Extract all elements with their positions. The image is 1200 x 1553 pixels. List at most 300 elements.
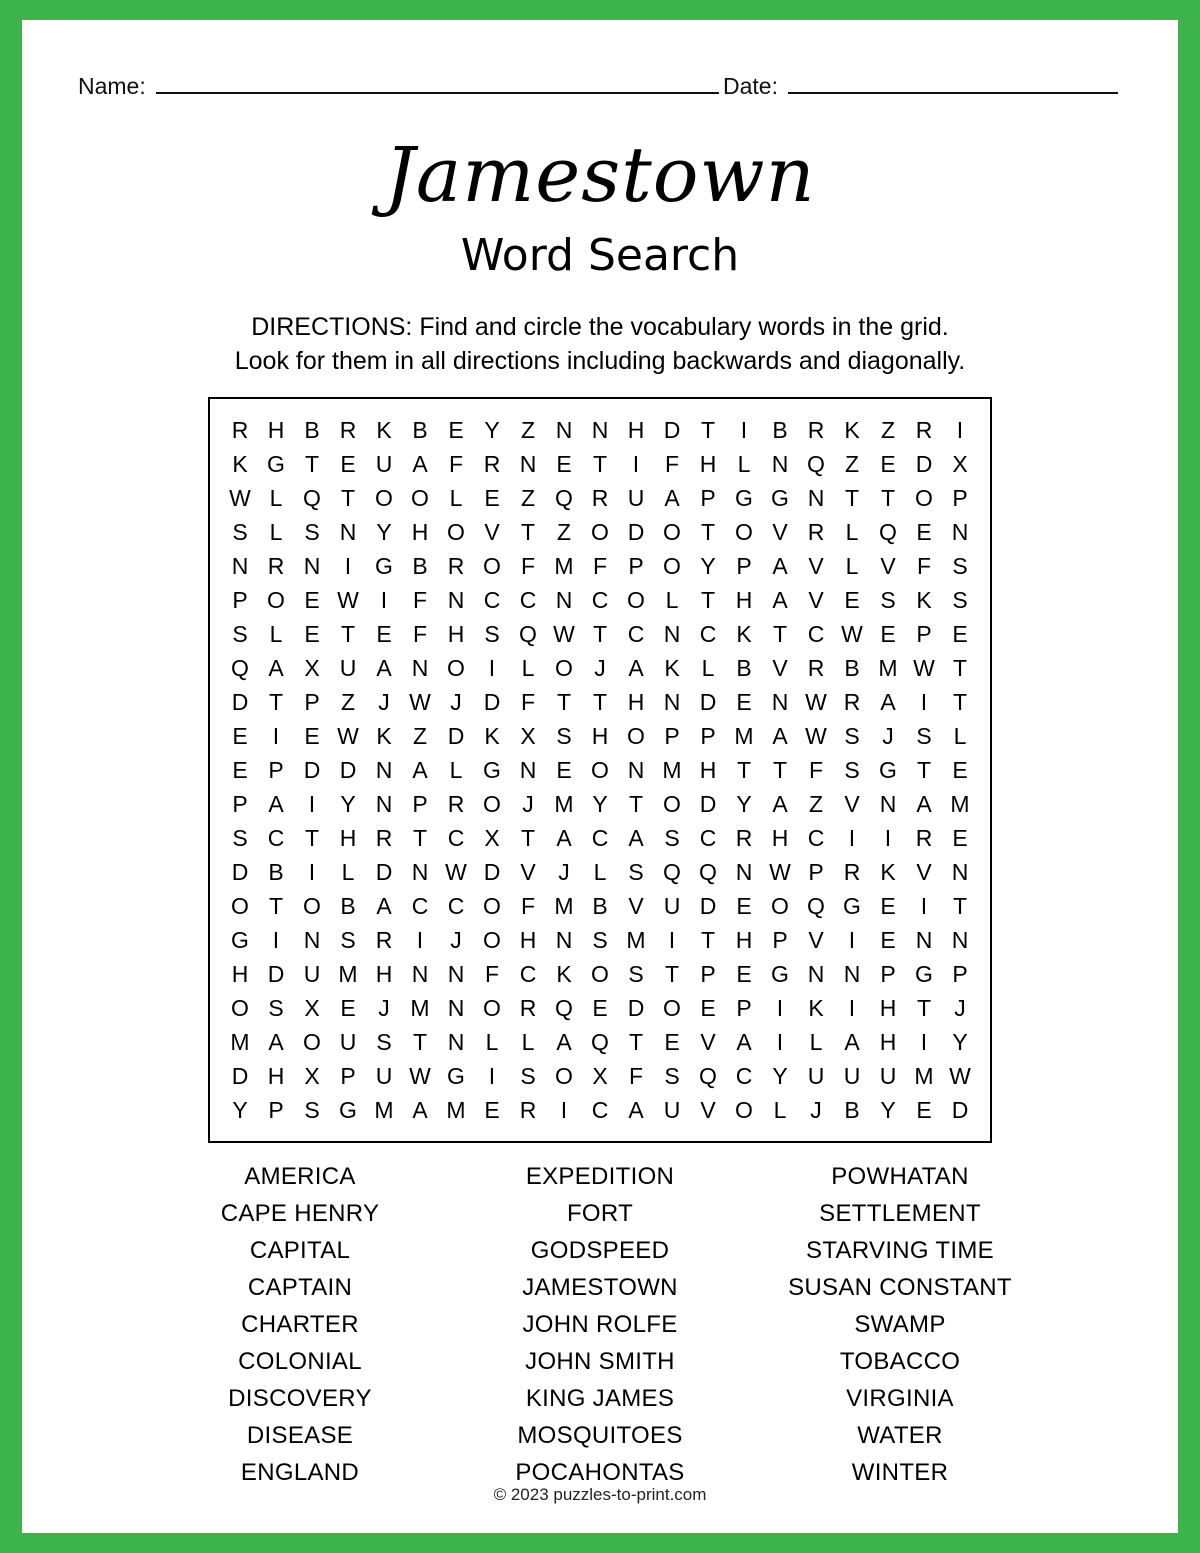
grid-cell[interactable]: H — [627, 689, 645, 715]
grid-cell[interactable]: G — [843, 893, 861, 919]
grid-cell[interactable]: E — [232, 723, 248, 749]
grid-cell[interactable]: N — [771, 451, 789, 477]
grid-cell[interactable]: V — [916, 859, 932, 885]
grid-cell[interactable]: Y — [484, 417, 500, 443]
grid-cell[interactable]: P — [700, 961, 716, 987]
grid-cell[interactable]: I — [740, 417, 748, 443]
grid-cell[interactable]: Z — [844, 451, 860, 477]
grid-cell[interactable]: L — [665, 587, 679, 613]
grid-cell[interactable]: L — [845, 519, 859, 545]
grid-cell[interactable]: Z — [520, 485, 536, 511]
grid-cell[interactable]: E — [232, 757, 248, 783]
grid-cell[interactable]: N — [375, 757, 393, 783]
grid-cell[interactable]: M — [338, 961, 358, 987]
grid-cell[interactable]: L — [269, 621, 283, 647]
grid-cell[interactable]: M — [662, 757, 682, 783]
grid-cell[interactable]: Z — [340, 689, 356, 715]
grid-cell[interactable]: P — [736, 553, 752, 579]
grid-cell[interactable]: O — [663, 995, 681, 1021]
grid-cell[interactable]: D — [339, 757, 357, 783]
grid-cell[interactable]: U — [663, 1097, 681, 1123]
grid-cell[interactable]: S — [376, 1029, 392, 1055]
grid-cell[interactable]: N — [339, 519, 357, 545]
word-list-item[interactable]: DISEASE — [246, 1422, 354, 1449]
grid-cell[interactable]: E — [484, 1097, 500, 1123]
grid-cell[interactable]: N — [555, 587, 573, 613]
grid-cell[interactable]: L — [269, 485, 283, 511]
grid-cell[interactable]: J — [954, 995, 966, 1021]
grid-cell[interactable]: N — [411, 961, 429, 987]
grid-cell[interactable]: D — [267, 961, 285, 987]
grid-cell[interactable]: G — [231, 927, 249, 953]
grid-cell[interactable]: O — [735, 1097, 753, 1123]
grid-cell[interactable]: D — [447, 723, 465, 749]
grid-cell[interactable]: H — [267, 417, 285, 443]
grid-cell[interactable]: N — [735, 859, 753, 885]
grid-cell[interactable]: O — [411, 485, 429, 511]
grid-cell[interactable]: X — [304, 1063, 320, 1089]
grid-cell[interactable]: Y — [376, 519, 392, 545]
grid-cell[interactable]: W — [553, 621, 575, 647]
grid-cell[interactable]: K — [376, 723, 392, 749]
grid-cell[interactable]: N — [951, 927, 969, 953]
grid-cell[interactable]: J — [594, 655, 606, 681]
grid-cell[interactable]: I — [884, 825, 892, 851]
grid-cell[interactable]: N — [555, 927, 573, 953]
grid-cell[interactable]: B — [340, 893, 356, 919]
grid-cell[interactable]: Z — [556, 519, 572, 545]
grid-cell[interactable]: B — [304, 417, 320, 443]
grid-cell[interactable]: A — [772, 723, 788, 749]
grid-cell[interactable]: S — [556, 723, 572, 749]
grid-cell[interactable]: O — [627, 587, 645, 613]
word-list-item[interactable]: DISCOVERY — [228, 1385, 372, 1412]
grid-cell[interactable]: M — [950, 791, 970, 817]
grid-cell[interactable]: I — [272, 927, 280, 953]
grid-cell[interactable]: C — [699, 825, 717, 851]
grid-cell[interactable]: S — [844, 757, 860, 783]
grid-cell[interactable]: I — [632, 451, 640, 477]
grid-cell[interactable]: W — [949, 1063, 971, 1089]
grid-cell[interactable]: N — [663, 689, 681, 715]
grid-cell[interactable]: A — [628, 825, 644, 851]
grid-cell[interactable]: D — [699, 893, 717, 919]
word-list-item[interactable]: CAPTAIN — [247, 1274, 353, 1301]
grid-cell[interactable]: P — [952, 961, 968, 987]
grid-cell[interactable]: P — [304, 689, 320, 715]
grid-cell[interactable]: Q — [699, 859, 717, 885]
grid-cell[interactable]: A — [736, 1029, 752, 1055]
grid-cell[interactable]: A — [268, 1029, 284, 1055]
grid-cell[interactable]: J — [558, 859, 570, 885]
grid-cell[interactable]: I — [848, 927, 856, 953]
grid-cell[interactable]: M — [410, 995, 430, 1021]
grid-cell[interactable]: J — [378, 689, 390, 715]
grid-cell[interactable]: V — [808, 553, 824, 579]
grid-cell[interactable]: S — [628, 859, 644, 885]
grid-cell[interactable]: V — [808, 587, 824, 613]
grid-cell[interactable]: Q — [807, 451, 825, 477]
grid-cell[interactable]: N — [951, 519, 969, 545]
grid-cell[interactable]: E — [880, 621, 896, 647]
grid-cell[interactable]: N — [411, 859, 429, 885]
grid-cell[interactable]: F — [628, 1063, 644, 1089]
grid-cell[interactable]: L — [521, 655, 535, 681]
grid-cell[interactable]: M — [446, 1097, 466, 1123]
grid-cell[interactable]: B — [412, 553, 428, 579]
grid-cell[interactable]: W — [841, 621, 863, 647]
grid-cell[interactable]: R — [807, 519, 825, 545]
grid-cell[interactable]: S — [304, 519, 320, 545]
grid-cell[interactable]: K — [556, 961, 572, 987]
grid-cell[interactable]: P — [880, 961, 896, 987]
grid-cell[interactable]: I — [848, 825, 856, 851]
grid-cell[interactable]: D — [483, 689, 501, 715]
grid-cell[interactable]: I — [776, 1029, 784, 1055]
grid-cell[interactable]: I — [380, 587, 388, 613]
grid-cell[interactable]: T — [700, 587, 716, 613]
grid-cell[interactable]: M — [914, 1063, 934, 1089]
grid-cell[interactable]: O — [663, 553, 681, 579]
grid-cell[interactable]: U — [843, 1063, 861, 1089]
grid-cell[interactable]: S — [340, 927, 356, 953]
grid-cell[interactable]: H — [879, 1029, 897, 1055]
grid-cell[interactable]: P — [340, 1063, 356, 1089]
grid-cell[interactable]: C — [267, 825, 285, 851]
grid-cell[interactable]: P — [232, 587, 248, 613]
grid-cell[interactable]: K — [664, 655, 680, 681]
grid-cell[interactable]: R — [447, 553, 465, 579]
grid-cell[interactable]: C — [411, 893, 429, 919]
grid-cell[interactable]: A — [664, 485, 680, 511]
grid-cell[interactable]: P — [268, 757, 284, 783]
grid-cell[interactable]: B — [412, 417, 428, 443]
grid-cell[interactable]: P — [808, 859, 824, 885]
grid-cell[interactable]: D — [627, 995, 645, 1021]
grid-cell[interactable]: O — [663, 791, 681, 817]
grid-cell[interactable]: C — [699, 621, 717, 647]
grid-cell[interactable]: I — [776, 995, 784, 1021]
grid-cell[interactable]: J — [882, 723, 894, 749]
grid-cell[interactable]: O — [483, 553, 501, 579]
grid-cell[interactable]: S — [268, 995, 284, 1021]
word-list-item[interactable]: SETTLEMENT — [819, 1200, 981, 1227]
grid-cell[interactable]: F — [412, 587, 428, 613]
grid-cell[interactable]: F — [664, 451, 680, 477]
grid-cell[interactable]: D — [231, 859, 249, 885]
grid-cell[interactable]: L — [341, 859, 355, 885]
grid-cell[interactable]: Z — [520, 417, 536, 443]
grid-cell[interactable]: W — [445, 859, 467, 885]
grid-cell[interactable]: G — [915, 961, 933, 987]
grid-cell[interactable]: N — [843, 961, 861, 987]
grid-cell[interactable]: O — [231, 995, 249, 1021]
grid-cell[interactable]: E — [556, 757, 572, 783]
word-list-item[interactable]: WATER — [857, 1422, 943, 1449]
grid-cell[interactable]: O — [735, 519, 753, 545]
grid-cell[interactable]: F — [520, 893, 536, 919]
grid-cell[interactable]: G — [879, 757, 897, 783]
grid-cell[interactable]: T — [268, 689, 284, 715]
grid-cell[interactable]: E — [376, 621, 392, 647]
grid-cell[interactable]: T — [952, 689, 968, 715]
grid-cell[interactable]: N — [519, 757, 537, 783]
word-list-item[interactable]: SUSAN CONSTANT — [788, 1274, 1012, 1301]
word-list-item[interactable]: CHARTER — [241, 1311, 359, 1338]
grid-cell[interactable]: R — [231, 417, 249, 443]
grid-cell[interactable]: T — [592, 621, 608, 647]
name-input-line[interactable] — [156, 72, 719, 94]
grid-cell[interactable]: L — [773, 1097, 787, 1123]
grid-cell[interactable]: R — [519, 995, 537, 1021]
grid-cell[interactable]: S — [664, 1063, 680, 1089]
grid-cell[interactable]: N — [303, 927, 321, 953]
grid-cell[interactable]: G — [771, 961, 789, 987]
grid-cell[interactable]: E — [880, 927, 896, 953]
grid-cell[interactable]: T — [592, 689, 608, 715]
grid-cell[interactable]: K — [880, 859, 896, 885]
grid-cell[interactable]: R — [807, 417, 825, 443]
grid-cell[interactable]: I — [488, 1063, 496, 1089]
grid-cell[interactable]: E — [952, 757, 968, 783]
grid-cell[interactable]: O — [483, 995, 501, 1021]
grid-cell[interactable]: O — [591, 519, 609, 545]
grid-cell[interactable]: K — [844, 417, 860, 443]
grid-cell[interactable]: K — [736, 621, 752, 647]
grid-cell[interactable]: W — [337, 723, 359, 749]
grid-cell[interactable]: N — [627, 757, 645, 783]
grid-cell[interactable]: Q — [879, 519, 897, 545]
word-list-item[interactable]: MOSQUITOES — [517, 1422, 683, 1449]
grid-cell[interactable]: S — [880, 587, 896, 613]
grid-cell[interactable]: G — [339, 1097, 357, 1123]
grid-cell[interactable]: B — [736, 655, 752, 681]
grid-cell[interactable]: G — [771, 485, 789, 511]
grid-cell[interactable]: O — [555, 1063, 573, 1089]
grid-cell[interactable]: P — [736, 995, 752, 1021]
word-list-item[interactable]: FORT — [566, 1200, 634, 1227]
grid-cell[interactable]: R — [591, 485, 609, 511]
grid-cell[interactable]: O — [447, 519, 465, 545]
grid-cell[interactable]: O — [267, 587, 285, 613]
grid-cell[interactable]: A — [916, 791, 932, 817]
grid-cell[interactable]: A — [412, 1097, 428, 1123]
grid-cell[interactable]: X — [520, 723, 536, 749]
grid-cell[interactable]: E — [952, 825, 968, 851]
grid-cell[interactable]: T — [700, 417, 716, 443]
grid-cell[interactable]: S — [232, 519, 248, 545]
grid-cell[interactable]: A — [268, 655, 284, 681]
grid-cell[interactable]: V — [628, 893, 644, 919]
grid-cell[interactable]: I — [416, 927, 424, 953]
grid-cell[interactable]: Y — [232, 1097, 248, 1123]
grid-cell[interactable]: I — [920, 689, 928, 715]
grid-cell[interactable]: K — [376, 417, 392, 443]
grid-cell[interactable]: T — [952, 655, 968, 681]
grid-cell[interactable]: G — [375, 553, 393, 579]
grid-cell[interactable]: A — [412, 451, 428, 477]
grid-cell[interactable]: V — [808, 927, 824, 953]
grid-cell[interactable]: E — [736, 893, 752, 919]
grid-cell[interactable]: U — [375, 451, 393, 477]
grid-cell[interactable]: K — [232, 451, 248, 477]
grid-cell[interactable]: C — [591, 587, 609, 613]
grid-cell[interactable]: E — [844, 587, 860, 613]
grid-cell[interactable]: L — [593, 859, 607, 885]
grid-cell[interactable]: R — [915, 417, 933, 443]
grid-cell[interactable]: N — [447, 995, 465, 1021]
grid-cell[interactable]: Y — [736, 791, 752, 817]
grid-cell[interactable]: V — [700, 1029, 716, 1055]
grid-cell[interactable]: N — [555, 417, 573, 443]
grid-cell[interactable]: V — [844, 791, 860, 817]
grid-cell[interactable]: I — [488, 655, 496, 681]
grid-cell[interactable]: A — [376, 655, 392, 681]
grid-cell[interactable]: N — [411, 655, 429, 681]
word-list-item[interactable]: JOHN ROLFE — [522, 1311, 678, 1338]
grid-cell[interactable]: V — [520, 859, 536, 885]
word-list-item[interactable]: WINTER — [851, 1459, 949, 1486]
grid-cell[interactable]: S — [628, 961, 644, 987]
grid-cell[interactable]: I — [920, 893, 928, 919]
grid-cell[interactable]: M — [554, 791, 574, 817]
grid-cell[interactable]: Q — [231, 655, 249, 681]
grid-cell[interactable]: H — [231, 961, 249, 987]
grid-cell[interactable]: B — [592, 893, 608, 919]
grid-cell[interactable]: A — [628, 1097, 644, 1123]
grid-cell[interactable]: C — [735, 1063, 753, 1089]
grid-cell[interactable]: L — [449, 485, 463, 511]
grid-cell[interactable]: J — [810, 1097, 822, 1123]
grid-cell[interactable]: O — [447, 655, 465, 681]
grid-cell[interactable]: P — [664, 723, 680, 749]
grid-cell[interactable]: S — [844, 723, 860, 749]
grid-cell[interactable]: E — [340, 995, 356, 1021]
grid-cell[interactable]: O — [303, 1029, 321, 1055]
grid-cell[interactable]: I — [308, 859, 316, 885]
grid-cell[interactable]: O — [591, 757, 609, 783]
grid-cell[interactable]: E — [664, 1029, 680, 1055]
grid-cell[interactable]: H — [519, 927, 537, 953]
word-list-item[interactable]: CAPE HENRY — [220, 1200, 380, 1227]
grid-cell[interactable]: N — [447, 1029, 465, 1055]
grid-cell[interactable]: O — [771, 893, 789, 919]
grid-cell[interactable]: A — [772, 587, 788, 613]
word-list-item[interactable]: POCAHONTAS — [515, 1459, 685, 1486]
grid-cell[interactable]: L — [845, 553, 859, 579]
grid-cell[interactable]: W — [913, 655, 935, 681]
grid-cell[interactable]: P — [628, 553, 644, 579]
grid-cell[interactable]: X — [592, 1063, 608, 1089]
grid-cell[interactable]: A — [556, 1029, 572, 1055]
word-list-item[interactable]: POWHATAN — [831, 1163, 969, 1190]
grid-cell[interactable]: O — [483, 927, 501, 953]
grid-cell[interactable]: H — [411, 519, 429, 545]
grid-cell[interactable]: A — [844, 1029, 860, 1055]
grid-cell[interactable]: N — [375, 791, 393, 817]
grid-cell[interactable]: C — [591, 825, 609, 851]
grid-cell[interactable]: U — [807, 1063, 825, 1089]
word-list-item[interactable]: ENGLAND — [240, 1459, 360, 1486]
grid-cell[interactable]: Z — [412, 723, 428, 749]
grid-cell[interactable]: S — [520, 1063, 536, 1089]
grid-cell[interactable]: R — [267, 553, 285, 579]
grid-cell[interactable]: D — [231, 1063, 249, 1089]
grid-cell[interactable]: N — [951, 859, 969, 885]
grid-cell[interactable]: C — [483, 587, 501, 613]
grid-cell[interactable]: T — [700, 519, 716, 545]
grid-cell[interactable]: S — [232, 825, 248, 851]
grid-cell[interactable]: C — [807, 825, 825, 851]
grid-cell[interactable]: S — [484, 621, 500, 647]
grid-cell[interactable]: L — [953, 723, 967, 749]
grid-cell[interactable]: T — [340, 621, 356, 647]
grid-cell[interactable]: H — [879, 995, 897, 1021]
word-list-item[interactable]: JAMESTOWN — [522, 1274, 678, 1301]
grid-cell[interactable]: A — [628, 655, 644, 681]
grid-cell[interactable]: E — [736, 689, 752, 715]
word-list-item[interactable]: KING JAMES — [525, 1385, 675, 1412]
grid-cell[interactable]: F — [484, 961, 500, 987]
grid-cell[interactable]: Q — [555, 485, 573, 511]
grid-cell[interactable]: T — [412, 825, 428, 851]
grid-cell[interactable]: X — [952, 451, 968, 477]
grid-cell[interactable]: J — [450, 927, 462, 953]
grid-cell[interactable]: D — [699, 689, 717, 715]
grid-cell[interactable]: R — [519, 1097, 537, 1123]
grid-cell[interactable]: V — [772, 519, 788, 545]
grid-cell[interactable]: S — [664, 825, 680, 851]
grid-cell[interactable]: E — [916, 1097, 932, 1123]
grid-cell[interactable]: B — [772, 417, 788, 443]
grid-cell[interactable]: T — [952, 893, 968, 919]
grid-cell[interactable]: H — [627, 417, 645, 443]
word-list-item[interactable]: GODSPEED — [530, 1237, 670, 1264]
grid-cell[interactable]: Q — [591, 1029, 609, 1055]
grid-cell[interactable]: N — [231, 553, 249, 579]
grid-cell[interactable]: S — [916, 723, 932, 749]
grid-cell[interactable]: O — [591, 961, 609, 987]
grid-cell[interactable]: P — [268, 1097, 284, 1123]
grid-cell[interactable]: V — [484, 519, 500, 545]
grid-cell[interactable]: O — [231, 893, 249, 919]
grid-cell[interactable]: R — [375, 825, 393, 851]
grid-cell[interactable]: U — [339, 655, 357, 681]
grid-cell[interactable]: D — [663, 417, 681, 443]
grid-cell[interactable]: X — [304, 655, 320, 681]
grid-cell[interactable]: W — [409, 1063, 431, 1089]
grid-cell[interactable]: N — [771, 689, 789, 715]
grid-cell[interactable]: R — [807, 655, 825, 681]
grid-cell[interactable]: E — [556, 451, 572, 477]
grid-cell[interactable]: Y — [592, 791, 608, 817]
grid-cell[interactable]: H — [339, 825, 357, 851]
grid-cell[interactable]: G — [483, 757, 501, 783]
grid-cell[interactable]: X — [484, 825, 500, 851]
grid-cell[interactable]: E — [700, 995, 716, 1021]
grid-cell[interactable]: D — [375, 859, 393, 885]
grid-cell[interactable]: H — [447, 621, 465, 647]
grid-cell[interactable]: E — [736, 961, 752, 987]
grid-cell[interactable]: S — [232, 621, 248, 647]
grid-cell[interactable]: T — [700, 927, 716, 953]
grid-cell[interactable]: V — [880, 553, 896, 579]
grid-cell[interactable]: O — [483, 893, 501, 919]
word-list-item[interactable]: CAPITAL — [249, 1237, 351, 1264]
grid-cell[interactable]: R — [735, 825, 753, 851]
grid-cell[interactable]: R — [915, 825, 933, 851]
grid-cell[interactable]: Q — [555, 995, 573, 1021]
